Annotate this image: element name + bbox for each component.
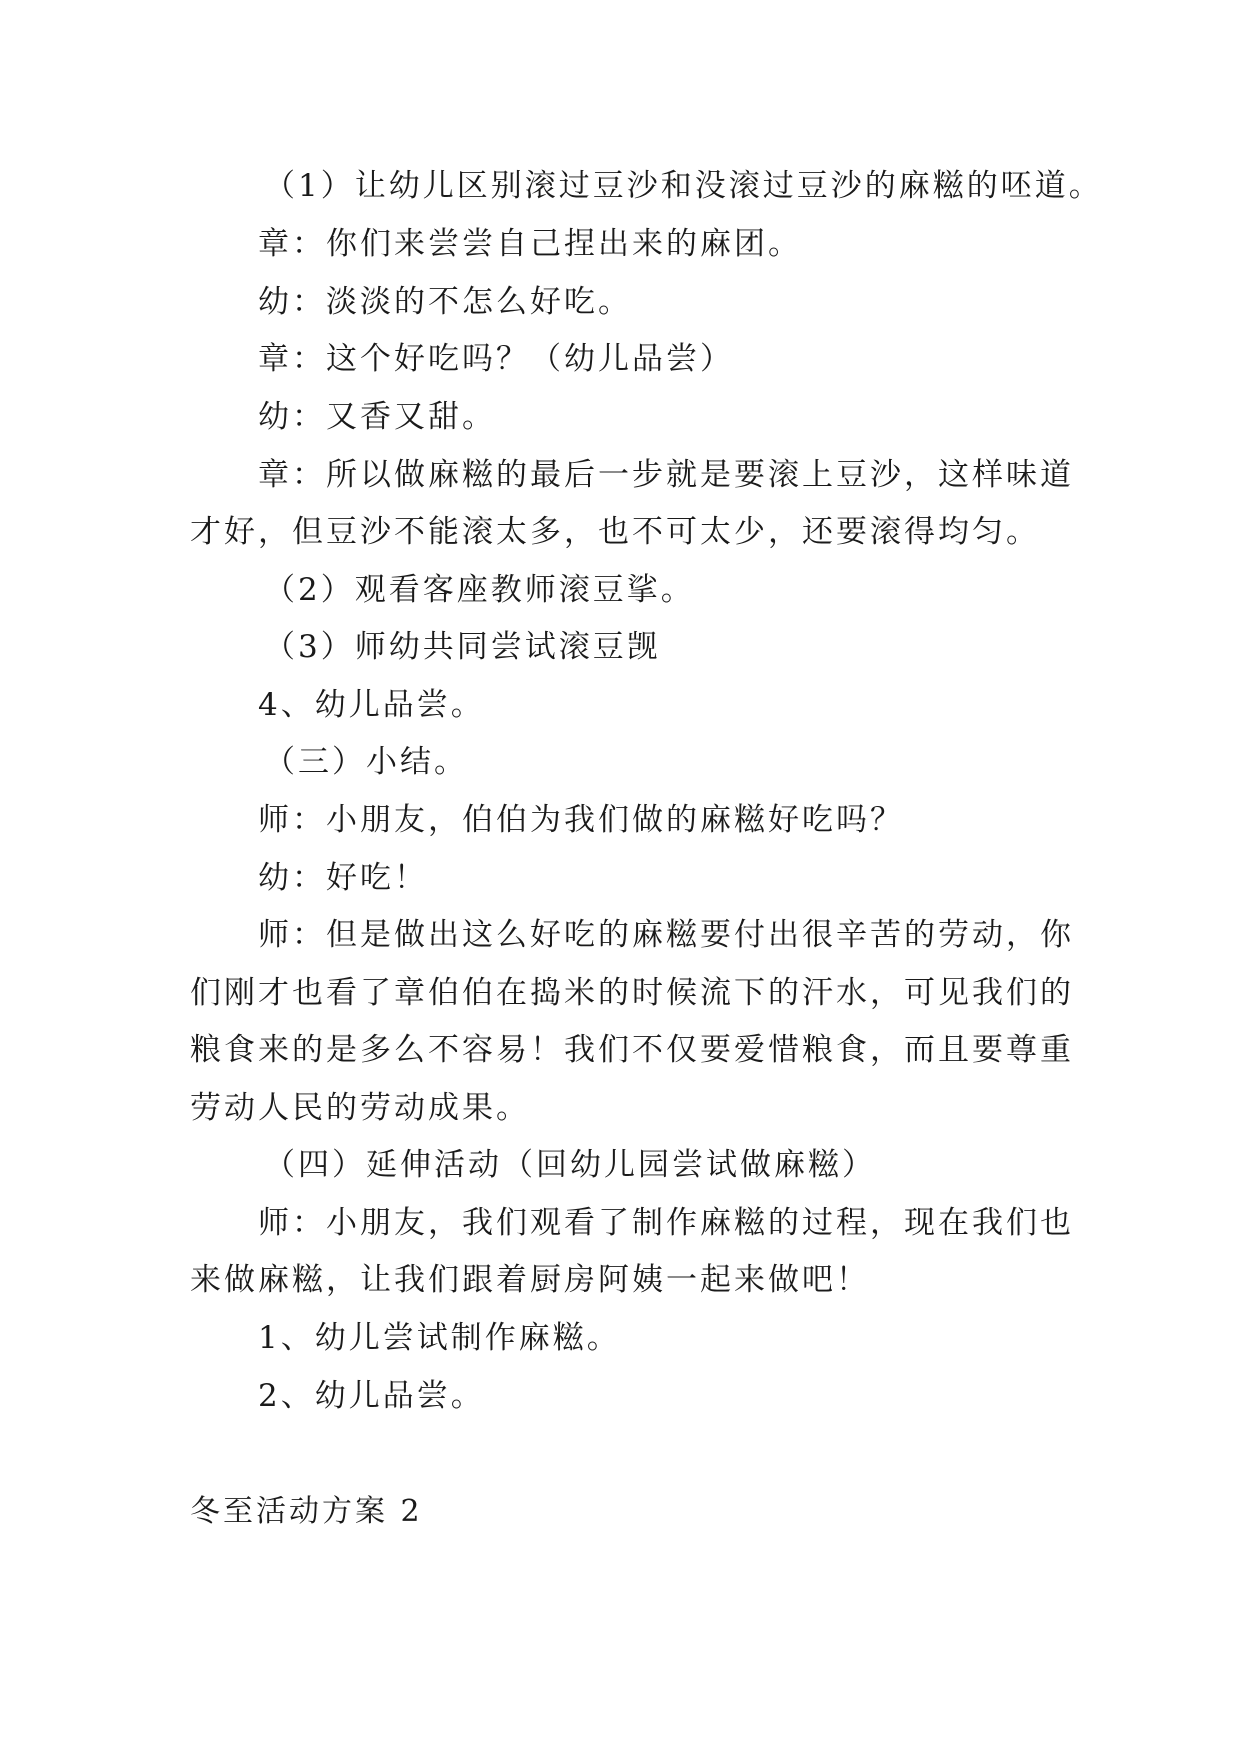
- paragraph-line: 2、幼儿品尝。: [258, 1378, 485, 1414]
- paragraph-line: （3）师幼共同尝试滚豆觊: [264, 629, 661, 665]
- paragraph-line: 们刚才也看了章伯伯在捣米的时候流下的汗水，可见我们的: [190, 975, 1074, 1011]
- paragraph-line: 幼：淡淡的不怎么好吃。: [258, 284, 632, 320]
- paragraph-line: 劳动人民的劳动成果。: [190, 1090, 530, 1126]
- paragraph-line: 1、幼儿尝试制作麻糍。: [258, 1320, 621, 1356]
- paragraph-line: 章：这个好吃吗？（幼儿品尝）: [258, 341, 734, 377]
- paragraph-line: 来做麻糍，让我们跟着厨房阿姨一起来做吧！: [190, 1262, 870, 1298]
- paragraph-line: 师：但是做出这么好吃的麻糍要付出很辛苦的劳动，你: [258, 917, 1074, 953]
- paragraph-line: 师：小朋友，伯伯为我们做的麻糍好吃吗？: [258, 802, 904, 838]
- paragraph-line: 幼：又香又甜。: [258, 399, 496, 435]
- paragraph-line: （2）观看客座教师滚豆挲。: [264, 572, 695, 608]
- paragraph-line: （1）让幼儿区别滚过豆沙和没滚过豆沙的麻糍的呸道。: [264, 168, 1103, 204]
- paragraph-line: 章：你们来尝尝自己捏出来的麻团。: [258, 226, 802, 262]
- paragraph-line: 才好，但豆沙不能滚太多，也不可太少，还要滚得均匀。: [190, 514, 1040, 550]
- paragraph-line: 粮食来的是多么不容易！我们不仅要爱惜粮食，而且要尊重: [190, 1032, 1074, 1068]
- paragraph-line: 幼：好吃！: [258, 860, 428, 896]
- paragraph-line: 4、幼儿品尝。: [258, 687, 485, 723]
- paragraph-line: 师：小朋友，我们观看了制作麻糍的过程，现在我们也: [258, 1205, 1074, 1241]
- paragraph-line: （四）延伸活动（回幼儿园尝试做麻糍）: [264, 1147, 876, 1183]
- paragraph-line: （三）小结。: [264, 744, 468, 780]
- paragraph-line: 章：所以做麻糍的最后一步就是要滚上豆沙，这样味道: [258, 457, 1074, 493]
- section-title: 冬至活动方案 2: [190, 1494, 423, 1529]
